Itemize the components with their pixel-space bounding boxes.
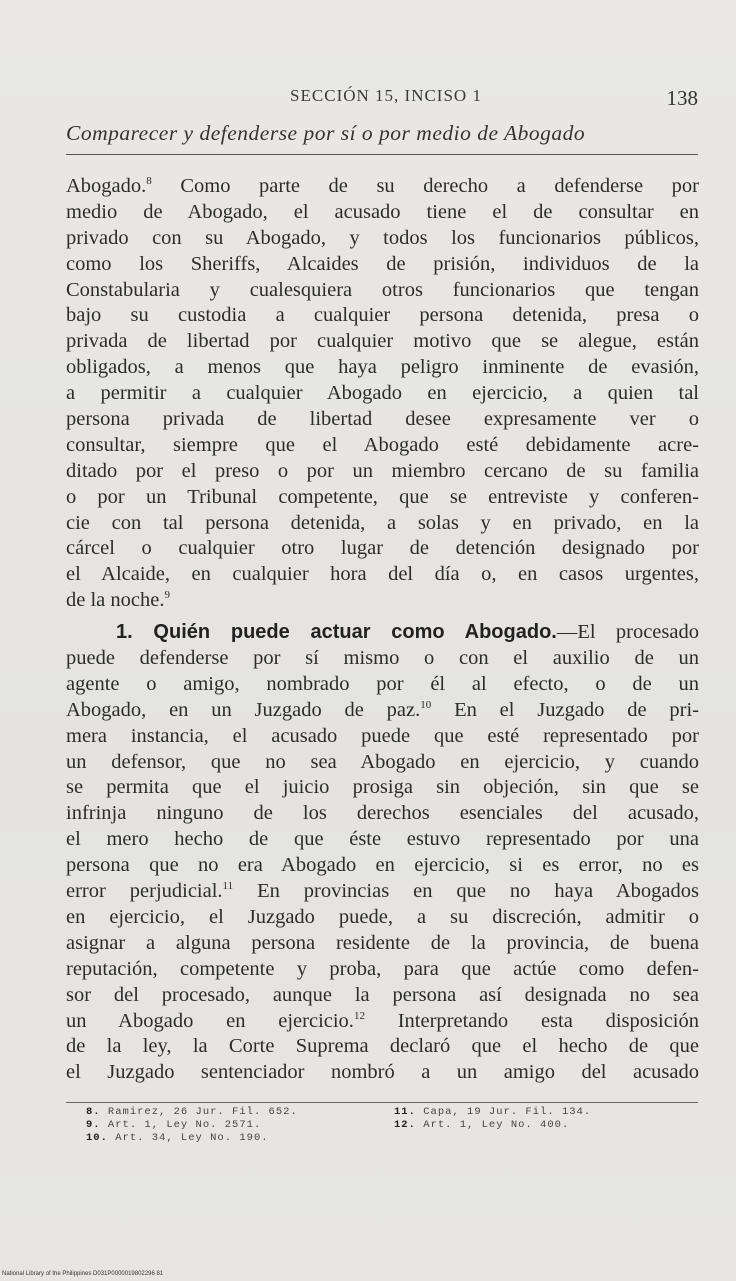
section-subhead: Comparecer y defenderse por sí o por medio de Abogado xyxy=(66,121,586,145)
text-line: infrinja ninguno de los derechos esenciales del acusado, xyxy=(66,802,699,825)
footnote: 12. Art. 1, Ley No. 400. xyxy=(394,1119,570,1131)
text-line: a permitir a cualquier Abogado en ejercicio, a quien tal xyxy=(66,382,699,405)
text-line: consultar, siempre que el Abogado esté debidamente acre- xyxy=(66,433,699,456)
text-line: medio de Abogado, el acusado tiene el de consultar en xyxy=(66,200,699,223)
text-line: se permita que el juicio prosiga sin objeción, sin que se xyxy=(66,776,699,799)
footnote-rule xyxy=(66,1102,698,1103)
paragraph-2 xyxy=(66,620,699,1086)
page-number: 138 xyxy=(666,86,698,110)
body-text xyxy=(66,174,699,1086)
text-line: un Abogado en ejercicio.$^{12}$ Interpretando esta disposición xyxy=(66,1009,699,1032)
text-line: como los Sheriffs, Alcaides de prisión, individuos de la xyxy=(66,252,699,275)
text-line: cie con tal persona detenida, a solas y en privado, en la xyxy=(66,511,699,534)
scan-credit: National Library of the Philippines D031P0000019802296 81 xyxy=(2,1271,164,1277)
text-line: el Juzgado sentenciador nombró a un amigo del acusado xyxy=(66,1061,699,1084)
text-line: privada de libertad por cualquier motivo que se alegue, están xyxy=(66,330,699,353)
header-rule xyxy=(66,154,698,155)
text-line: privado con su Abogado, y todos los funcionarios públicos, xyxy=(66,226,699,249)
footnote: 9. Art. 1, Ley No. 2571. xyxy=(86,1119,262,1131)
text-line: en ejercicio, el Juzgado puede, a su discreción, admitir o xyxy=(66,905,699,928)
footnotes-right xyxy=(394,1106,591,1132)
text-line: asignar a alguna persona residente de la provincia, de buena xyxy=(66,931,699,954)
text-line: mera instancia, el acusado puede que esté representado por xyxy=(66,724,699,747)
text-line: persona que no era Abogado en ejercicio, si es error, no es xyxy=(66,854,699,877)
text-line: cárcel o cualquier otro lugar de detención designado por xyxy=(66,537,699,560)
footnotes-left xyxy=(86,1106,298,1145)
footnote: 11. Capa, 19 Jur. Fil. 134. xyxy=(394,1106,592,1118)
paragraph-1 xyxy=(66,174,699,614)
text-line: o por un Tribunal competente, que se entreviste y conferen- xyxy=(66,485,699,508)
text-line: sor del procesado, aunque la persona así designada no sea xyxy=(66,983,699,1006)
footnote-ref[interactable]: 12 xyxy=(353,1009,365,1022)
text-line: ditado por el preso o por un miembro cercano de su familia xyxy=(66,459,699,482)
text-line: agente o amigo, nombrado por él al efecto, o de un xyxy=(66,672,699,695)
text-line: Abogado, en un Juzgado de paz.$^{10}$ En el Juzgado de pri- xyxy=(66,698,699,721)
text-line: error perjudicial.$^{11}$ En provincias en que no haya Abogados xyxy=(66,880,700,903)
text-line: bajo su custodia a cualquier persona detenida, presa o xyxy=(66,304,699,327)
footnote: 8. Ramirez, 26 Jur. Fil. 652. xyxy=(86,1106,298,1118)
text-line: puede defenderse por sí mismo o con el auxilio de un xyxy=(66,647,699,670)
text-line: Constabularia y cualesquiera otros funcionarios que tengan xyxy=(66,278,699,301)
text-line: un defensor, que no sea Abogado en ejercicio, y cuando xyxy=(66,750,699,773)
text-line: el Alcaide, en cualquier hora del día o, en casos urgentes, xyxy=(66,563,699,586)
running-head xyxy=(66,86,706,118)
section-heading: 1. Quién puede actuar como Abogado. xyxy=(116,621,557,644)
text-line: persona privada de libertad desee expresamente ver o xyxy=(66,408,699,431)
footnote: 10. Art. 34, Ley No. 190. xyxy=(86,1132,269,1144)
text-line: de la noche.$^9$ xyxy=(66,589,170,612)
text-line: reputación, competente y proba, para que actúe como defen- xyxy=(66,957,699,980)
text-line: obligados, a menos que haya peligro inminente de evasión, xyxy=(66,356,699,379)
text-line: el mero hecho de que éste estuvo representado por una xyxy=(66,828,699,851)
text-line: Abogado.$^8$ Como parte de su derecho a defenderse por xyxy=(66,175,699,197)
footnote-ref[interactable]: 10 xyxy=(420,698,432,711)
footnote-ref[interactable]: 11 xyxy=(222,880,234,893)
text-line: de la ley, la Corte Suprema declaró que el hecho de que xyxy=(66,1035,699,1058)
text-line: 1. Quién puede actuar como Abogado.—El procesado xyxy=(116,621,699,644)
footnote-ref[interactable]: 9 xyxy=(164,589,170,602)
footnote-ref[interactable]: 8 xyxy=(146,175,152,188)
running-title: SECCIÓN 15, INCISO 1 xyxy=(290,86,482,105)
